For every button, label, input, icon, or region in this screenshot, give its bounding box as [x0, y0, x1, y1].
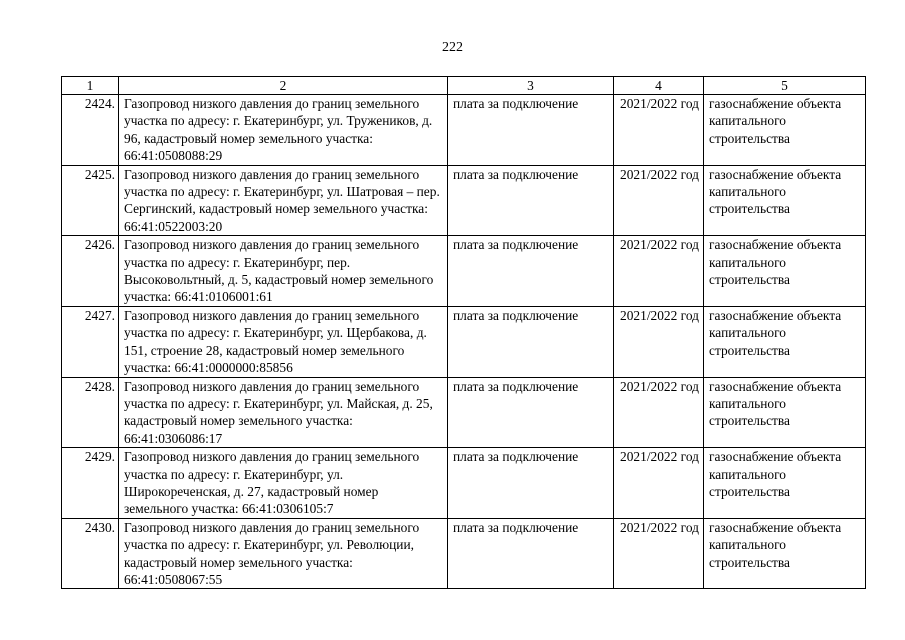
row-number: 2430. — [62, 518, 119, 589]
object-description: Газопровод низкого давления до границ земельного участка по адресу: г. Екатеринбург, ул. Тружеников, д. 96, кадастровый номер земельного участка: 66:41:0508088:29 — [119, 95, 448, 166]
row-number: 2428. — [62, 377, 119, 448]
column-header-1: 1 — [62, 77, 119, 95]
purpose: газоснабжение объекта капитального строительства — [704, 448, 866, 519]
implementation-year: 2021/2022 год — [614, 306, 704, 377]
table-row — [62, 165, 866, 236]
object-description: Газопровод низкого давления до границ земельного участка по адресу: г. Екатеринбург, ул. Майская, д. 25, кадастровый номер земельного участка: 66:41:0306086:17 — [119, 377, 448, 448]
object-description: Газопровод низкого давления до границ земельного участка по адресу: г. Екатеринбург, ул. Шатровая – пер. Сергинский, кадастровый номер земельного участка: 66:41:0522003:20 — [119, 165, 448, 236]
column-header-4: 4 — [614, 77, 704, 95]
purpose: газоснабжение объекта капитального строительства — [704, 95, 866, 166]
implementation-year: 2021/2022 год — [614, 95, 704, 166]
table-row — [62, 95, 866, 166]
row-number: 2426. — [62, 236, 119, 307]
table-row — [62, 448, 866, 519]
purpose: газоснабжение объекта капитального строительства — [704, 236, 866, 307]
row-number: 2429. — [62, 448, 119, 519]
registry-table — [61, 76, 866, 589]
funding-source: плата за подключение — [448, 95, 614, 166]
table-row — [62, 518, 866, 589]
purpose: газоснабжение объекта капитального строительства — [704, 518, 866, 589]
object-description: Газопровод низкого давления до границ земельного участка по адресу: г. Екатеринбург, пер. Высоковольтный, д. 5, кадастровый номер земельного участка: 66:41:0106001:61 — [119, 236, 448, 307]
funding-source: плата за подключение — [448, 518, 614, 589]
header-row — [62, 77, 866, 95]
object-description: Газопровод низкого давления до границ земельного участка по адресу: г. Екатеринбург, ул. Революции, кадастровый номер земельного участка: 66:41:0508067:55 — [119, 518, 448, 589]
column-header-5: 5 — [704, 77, 866, 95]
table-row — [62, 377, 866, 448]
table-row — [62, 306, 866, 377]
purpose: газоснабжение объекта капитального строительства — [704, 377, 866, 448]
object-description: Газопровод низкого давления до границ земельного участка по адресу: г. Екатеринбург, ул. Широкореченская, д. 27, кадастровый номер земельного участка: 66:41:0306105:7 — [119, 448, 448, 519]
row-number: 2427. — [62, 306, 119, 377]
funding-source: плата за подключение — [448, 236, 614, 307]
implementation-year: 2021/2022 год — [614, 236, 704, 307]
column-header-3: 3 — [448, 77, 614, 95]
funding-source: плата за подключение — [448, 306, 614, 377]
table-row — [62, 236, 866, 307]
implementation-year: 2021/2022 год — [614, 165, 704, 236]
funding-source: плата за подключение — [448, 377, 614, 448]
row-number: 2424. — [62, 95, 119, 166]
row-number: 2425. — [62, 165, 119, 236]
funding-source: плата за подключение — [448, 165, 614, 236]
implementation-year: 2021/2022 год — [614, 448, 704, 519]
implementation-year: 2021/2022 год — [614, 518, 704, 589]
purpose: газоснабжение объекта капитального строительства — [704, 165, 866, 236]
purpose: газоснабжение объекта капитального строительства — [704, 306, 866, 377]
funding-source: плата за подключение — [448, 448, 614, 519]
object-description: Газопровод низкого давления до границ земельного участка по адресу: г. Екатеринбург, ул. Щербакова, д. 151, строение 28, кадастровый номер земельного участка: 66:41:0000000:85856 — [119, 306, 448, 377]
column-header-2: 2 — [119, 77, 448, 95]
implementation-year: 2021/2022 год — [614, 377, 704, 448]
page-number: 222 — [442, 40, 463, 55]
